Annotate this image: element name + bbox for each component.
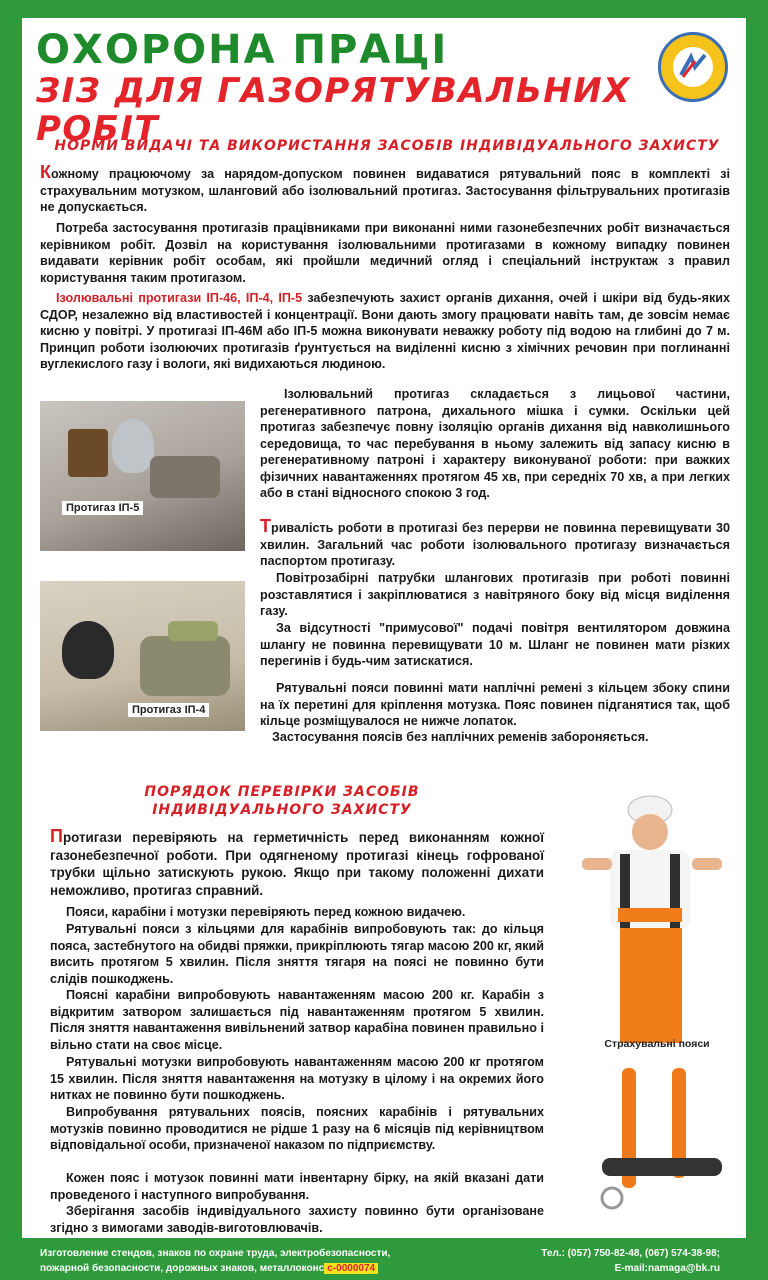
safety-belts-illustration (582, 1058, 732, 1218)
check-paragraph-6: Випробування рятувальних поясів, поясних карабінів і рятувальних мотузків повинно проводитися не рідше 1 разу на 6 місяців під керівництвом відповідальної особи, призначеної наказом по підприємству. (50, 1105, 544, 1152)
norms-paragraph-8: Рятувальні пояси повинні мати наплічні ремені з кільцем збоку спини на їх перетині для кріплення мотузка. Пояс повинен підганятися так, щоб кільце розміщувалося не нижче лопаток. (260, 681, 730, 728)
drop-cap: К (40, 162, 51, 182)
footer-left (40, 1246, 390, 1276)
norms-paragraph-7: За відсутності "примусової" подачі повітря вентилятором довжина шлангу не повинна перевищувати 10 м. Шланг не повинен мати різких перегинів і будь-чим затискатися. (260, 621, 730, 668)
section-check-title: ПОРЯДОК ПЕРЕВІРКИ ЗАСОБІВ ІНДИВІДУАЛЬНОГО ЗАХИСТУ (144, 784, 420, 818)
logo-icon (658, 32, 728, 102)
worker-in-harness-illustration (562, 788, 732, 1048)
section-norms-title: НОРМИ ВИДАЧІ ТА ВИКОРИСТАННЯ ЗАСОБІВ ІНДИВІДУАЛЬНОГО ЗАХИСТУ (54, 138, 720, 154)
lightning-icon (673, 47, 713, 87)
norms-paragraph-4: Ізолювальний протигаз складається з лицьової частини, регенеративного патрона, дихального мішка і сумки. Оскільки цей протигаз забезпечує повну ізоляцію органів дихання від навколишнього середовища, то час перебування в ньому залежить від запасу кисню в регенеративному патроні і характеру виконуваної роботи: при важких фізичних навантаженнях протягом 45 хв, при середніх 70 хв, а при легких або в стані відносного спокою 3 год. (260, 387, 730, 500)
photo1-label: Протигаз ІП-5 (62, 501, 143, 515)
photo2-label: Протигаз ІП-4 (128, 703, 209, 717)
logo-center (673, 47, 713, 87)
gas-mask-ip4-photo (40, 581, 245, 731)
check-paragraph-4: Поясні карабіни випробовують навантаженням масою 200 кг. Карабін з відкритим затвором залишається під навантаженням протягом 5 хвилин. Після зняття навантаження вивільнений затвор карабіна повинен правильно і вільно стати на своє місце. (50, 988, 544, 1052)
check-paragraph-8: Зберігання засобів індивідуального захисту повинно бути організоване згідно з вимогами заводів-виготовлювачів. (50, 1204, 544, 1235)
footer-email: E-mail:namaga@bk.ru (614, 1263, 720, 1274)
footer-services-1: Изготовление стендов, знаков по охране труда, электробезопасности, (40, 1248, 391, 1259)
footer-services-2-text: пожарной безопасности, дорожных знаков, металлоконс (40, 1263, 325, 1274)
norms-paragraph-1 (40, 164, 730, 216)
paragraph-text: ротигази перевіряють на герметичність перед виконанням кожної газонебезпечної роботи. При одягненому протигазі кінець гофрованої трубки щільно затискують рукою. Якщо при такому положенні дихати неможливо, протигаз справний. (50, 830, 544, 898)
paragraph-text: ожному працюючому за нарядом-допуском повинен видаватися рятувальний пояс в комплекті зі страхувальним мотузком, шланговий або ізолювальний протигаз. Застосування фільтрувальних протигазів не допускається. (40, 167, 730, 214)
gas-mask-models: Ізолювальні протигази ІП-46, ІП-4, ІП-5 (56, 291, 303, 305)
poster-title: ОХОРОНА ПРАЦІ (36, 27, 449, 73)
check-paragraph-2: Пояси, карабіни і мотузки перевіряють перед кожною видачею. (66, 905, 466, 919)
product-code: c-0000074 (324, 1263, 378, 1274)
paragraph-text: забезпечують захист органів дихання, очей і шкіри від будь-яких СДОР, незалежно від властивостей і концентрації. Вони дають змогу працювати навіть там, де зовсім немає кисню у повітрі. У протигазі ІП-46М або ІП-5 можна виконувати неважку роботу під водою на глибині до 7 м. Принцип роботи ізолюючих протигазів ґрунтується на виділенні кисню з хімічних речовин при поглинанні вуглекислого газу і вологи, які видихаються людиною. (40, 291, 730, 371)
check-paragraph-7: Кожен пояс і мотузок повинні мати інвентарну бірку, на якій вказані дати проведеного і наступного випробування. (50, 1171, 544, 1202)
check-paragraph-5: Рятувальні мотузки випробовують навантаженням масою 200 кг протягом 15 хвилин. Після зняття навантаження на мотузку в цілому і на окремих його нитках не повинно бути пошкоджень. (50, 1055, 544, 1102)
footer-right (541, 1246, 720, 1276)
footer (0, 1240, 768, 1280)
norms-paragraph-2: Потреба застосування протигазів працівниками при виконанні ними газонебезпечних робіт визначається керівником робіт. Дозвіл на користування ізолювальними протигазами в кожному випадку повинен видавати керівник робіт особам, які пройшли медичний огляд і спеціальний інструктаж з правил користування таким протигазом. (40, 221, 730, 285)
gas-mask-ip5-photo (40, 401, 245, 551)
poster-sheet (22, 18, 746, 1238)
norms-paragraph-5 (260, 518, 730, 570)
belt-caption: Страхувальні пояси (604, 1038, 710, 1050)
footer-phone: Тел.: (057) 750-82-48, (067) 574-38-98; (541, 1248, 720, 1259)
drop-cap: П (50, 826, 63, 846)
check-paragraph-1 (50, 828, 544, 899)
norms-paragraph-3 (40, 290, 730, 373)
drop-cap: Т (260, 516, 271, 536)
footer-services-2 (40, 1261, 390, 1276)
poster-subtitle: ЗІЗ ДЛЯ ГАЗОРЯТУВАЛЬНИХ РОБІТ (36, 71, 631, 149)
norms-paragraph-9: Застосування поясів без наплічних ременів забороняється. (272, 730, 649, 744)
check-paragraph-3: Рятувальні пояси з кільцями для карабінів випробовують так: до кільця пояса, застебнутого на обидві пряжки, прикріплюють тягар масою 200 кг, який висить протягом 5 хвилин. Після зняття тягаря на поясі не повинно бути слідів пошкоджень. (50, 922, 544, 986)
paragraph-text: ривалість роботи в протигазі без перерви не повинна перевищувати 30 хвилин. Загальний час роботи ізолювального протигазу визначається паспортом протигазу. (260, 521, 730, 568)
norms-paragraph-6: Повітрозабірні патрубки шлангових протигазів при роботі повинні розставлятися і закріплюватися з навітряного боку від місця виділення газу. (260, 571, 730, 618)
